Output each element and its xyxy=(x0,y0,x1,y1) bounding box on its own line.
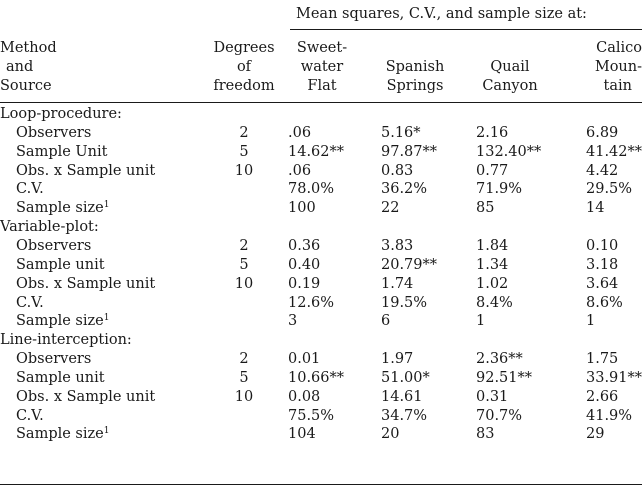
value-quail-canyon: 2.36** xyxy=(476,351,523,368)
section-title: Variable-plot: xyxy=(0,219,99,236)
value-sweetwater-flat: .06 xyxy=(288,124,312,141)
site-calico-header-line1: Calico xyxy=(596,40,642,56)
value-calico-mountain: 29.5% xyxy=(586,181,633,198)
value-quail-canyon: 1 xyxy=(476,313,486,330)
spanner-rule xyxy=(290,29,642,30)
value-spanish-springs: 19.5% xyxy=(381,294,428,311)
row-df: 5 xyxy=(239,369,249,386)
value-spanish-springs: 36.2% xyxy=(381,181,428,198)
row-label-text: Sample unit xyxy=(16,369,105,386)
value-sweetwater-flat: 10.66** xyxy=(288,369,345,386)
row-label-text: Obs. x Sample unit xyxy=(16,388,156,405)
value-quail-canyon: 1.84 xyxy=(476,237,509,254)
site-quail-header-line3: Canyon xyxy=(482,78,538,94)
row-df: 2 xyxy=(239,237,249,254)
row-label-text: Observers xyxy=(16,351,92,368)
row-label xyxy=(16,350,91,368)
value-sweetwater-flat: 78.0% xyxy=(288,181,335,198)
section-title: Line-interception: xyxy=(0,332,132,349)
section-title: Loop-procedure: xyxy=(0,106,122,122)
value-calico-mountain: 4.42 xyxy=(586,162,619,179)
row-label-text: Sample size xyxy=(16,200,104,217)
value-sweetwater-flat: 14.62** xyxy=(288,143,345,160)
value-sweetwater-flat: 104 xyxy=(288,426,316,443)
row-label xyxy=(16,237,91,255)
value-sweetwater-flat: 0.19 xyxy=(288,275,321,292)
row-label-text: C.V. xyxy=(16,407,44,424)
row-label xyxy=(16,162,155,180)
value-calico-mountain: 1.75 xyxy=(586,351,619,368)
footnote-marker: 1 xyxy=(103,426,110,437)
row-df: 5 xyxy=(239,256,249,273)
site-quail-header-line2: Quail xyxy=(490,59,530,75)
value-quail-canyon: 70.7% xyxy=(476,407,523,424)
value-calico-mountain: 29 xyxy=(586,426,605,443)
value-calico-mountain: 8.6% xyxy=(586,294,623,311)
value-calico-mountain: 1 xyxy=(586,313,596,330)
value-sweetwater-flat: 0.01 xyxy=(288,351,321,368)
value-quail-canyon: 71.9% xyxy=(476,181,523,198)
row-df: 10 xyxy=(234,162,254,179)
value-quail-canyon: 0.31 xyxy=(476,388,509,405)
footnote-marker: 1 xyxy=(103,313,110,324)
value-sweetwater-flat: 75.5% xyxy=(288,407,335,424)
value-calico-mountain: 3.18 xyxy=(586,256,619,273)
method-header-line1: Method xyxy=(0,40,57,56)
value-sweetwater-flat: .06 xyxy=(288,162,312,179)
row-label xyxy=(16,256,105,274)
row-label xyxy=(16,312,109,330)
value-calico-mountain: 6.89 xyxy=(586,124,619,141)
df-header-line1: Degrees xyxy=(213,40,275,56)
row-label xyxy=(16,124,91,142)
row-label xyxy=(16,275,155,293)
value-calico-mountain: 2.66 xyxy=(586,388,619,405)
site-sweetwater-header-line2: water xyxy=(300,59,344,75)
row-df: 2 xyxy=(239,124,249,141)
site-sweetwater-header-line1: Sweet- xyxy=(296,40,348,56)
site-calico-header-line2: Moun- xyxy=(594,59,642,75)
row-label-text: Sample unit xyxy=(16,256,105,273)
value-spanish-springs: 22 xyxy=(381,200,400,217)
value-spanish-springs: 20 xyxy=(381,426,400,443)
row-df: 10 xyxy=(234,275,254,292)
value-quail-canyon: 1.02 xyxy=(476,275,509,292)
site-sweetwater-header-line3: Flat xyxy=(307,78,337,94)
value-spanish-springs: 51.00* xyxy=(381,369,430,386)
row-df: 10 xyxy=(234,388,254,405)
row-label-text: C.V. xyxy=(16,181,44,198)
value-spanish-springs: 5.16* xyxy=(381,124,421,141)
value-calico-mountain: 41.42** xyxy=(586,143,642,160)
value-quail-canyon: 92.51** xyxy=(476,369,533,386)
value-sweetwater-flat: 12.6% xyxy=(288,294,335,311)
value-quail-canyon: 132.40** xyxy=(476,143,542,160)
value-spanish-springs: 20.79** xyxy=(381,256,438,273)
value-spanish-springs: 1.97 xyxy=(381,351,414,368)
df-header-line2: of xyxy=(236,59,252,75)
value-quail-canyon: 2.16 xyxy=(476,124,509,141)
row-label xyxy=(16,199,109,217)
row-label-text: Sample size xyxy=(16,426,104,443)
row-label-text: Sample Unit xyxy=(16,143,108,160)
value-spanish-springs: 0.83 xyxy=(381,162,414,179)
value-calico-mountain: 14 xyxy=(586,200,605,217)
value-sweetwater-flat: 3 xyxy=(288,313,298,330)
value-quail-canyon: 83 xyxy=(476,426,495,443)
bottom-rule xyxy=(0,484,642,485)
row-label xyxy=(16,407,44,425)
site-calico-header-line3: tain xyxy=(603,78,632,94)
value-spanish-springs: 14.61 xyxy=(381,388,423,405)
value-sweetwater-flat: 0.08 xyxy=(288,388,321,405)
method-header-line2: and xyxy=(6,59,34,75)
row-df: 5 xyxy=(239,143,249,160)
site-spanish-header-line2: Spanish xyxy=(385,59,445,75)
row-label-text: Sample size xyxy=(16,313,104,330)
value-spanish-springs: 3.83 xyxy=(381,237,414,254)
value-spanish-springs: 97.87** xyxy=(381,143,438,160)
value-calico-mountain: 33.91** xyxy=(586,369,642,386)
row-label-text: Obs. x Sample unit xyxy=(16,275,156,292)
row-label-text: C.V. xyxy=(16,294,44,311)
value-sweetwater-flat: 100 xyxy=(288,200,316,217)
row-label xyxy=(16,425,109,443)
value-calico-mountain: 3.64 xyxy=(586,275,619,292)
value-calico-mountain: 0.10 xyxy=(586,237,619,254)
site-spanish-header-line3: Springs xyxy=(386,78,444,94)
value-sweetwater-flat: 0.36 xyxy=(288,237,321,254)
row-label-text: Obs. x Sample unit xyxy=(16,162,156,179)
header-rule xyxy=(0,102,642,103)
method-header-line3: Source xyxy=(0,78,52,94)
df-header-line3: freedom xyxy=(213,78,275,94)
row-label xyxy=(16,388,155,406)
value-calico-mountain: 41.9% xyxy=(586,407,633,424)
footnote-marker: 1 xyxy=(103,200,110,211)
value-quail-canyon: 0.77 xyxy=(476,162,509,179)
value-quail-canyon: 8.4% xyxy=(476,294,513,311)
row-label-text: Observers xyxy=(16,237,92,254)
value-quail-canyon: 1.34 xyxy=(476,256,509,273)
value-sweetwater-flat: 0.40 xyxy=(288,256,321,273)
row-label xyxy=(16,180,44,198)
value-spanish-springs: 6 xyxy=(381,313,391,330)
row-df: 2 xyxy=(239,351,249,368)
spanner-heading: Mean squares, C.V., and sample size at: xyxy=(296,6,587,22)
row-label xyxy=(16,294,44,312)
value-spanish-springs: 34.7% xyxy=(381,407,428,424)
row-label-text: Observers xyxy=(16,124,92,141)
value-spanish-springs: 1.74 xyxy=(381,275,414,292)
value-quail-canyon: 85 xyxy=(476,200,495,217)
row-label xyxy=(16,143,107,161)
row-label xyxy=(16,369,105,387)
